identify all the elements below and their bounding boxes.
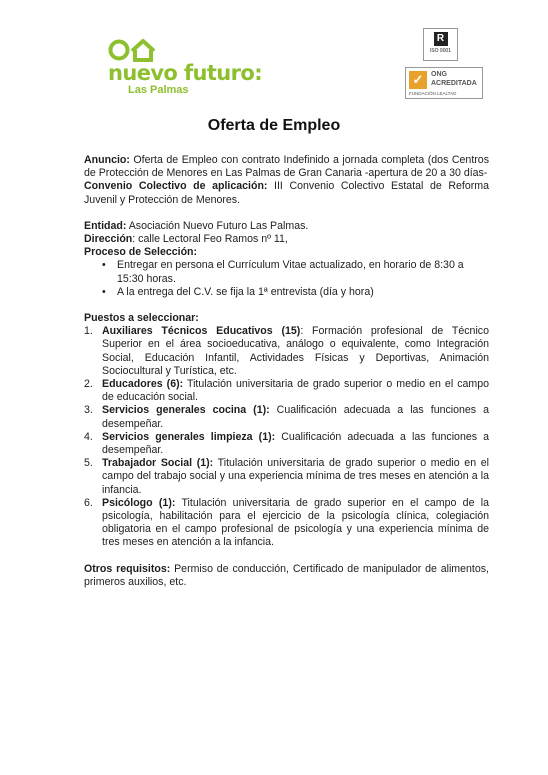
list-item: 2. Educadores (6): Titulación universitaria de grado superior o medio en el campo de educación social.: [84, 378, 490, 404]
list-item: • A la entrega del C.V. se fija la 1ª entrevista (día y hora): [84, 286, 489, 299]
anuncio-paragraph: [84, 154, 489, 180]
iso-certification-badge: [423, 28, 458, 61]
otros-text: Permiso de conducción, Certificado de manipulador de alimentos, primeros auxilios, etc.: [84, 562, 489, 588]
direccion-paragraph: [84, 233, 489, 246]
iso-label: ISO 9001: [429, 48, 452, 54]
entidad-label: Entidad:: [84, 219, 127, 232]
nuevo-futuro-logo: [108, 38, 263, 100]
brand-name: nuevo futuro:: [108, 61, 263, 85]
proceso-heading: Proceso de Selección:: [84, 246, 198, 259]
direccion-text: : calle Lectoral Feo Ramos nº 11,: [132, 233, 288, 246]
list-item: • Entregar en persona el Currículum Vitae actualizado, en horario de 8:30 a 15:30 horas.: [84, 259, 489, 285]
convenio-label: Convenio Colectivo de aplicación:: [84, 180, 268, 193]
ong-label: ONG: [431, 71, 447, 78]
puestos-heading: Puestos a seleccionar:: [84, 312, 199, 325]
page-title: Oferta de Empleo: [207, 117, 341, 134]
list-item: 3. Servicios generales cocina (1): Cualificación adecuada a las funciones a desempeñar.: [84, 404, 489, 430]
list-item: 5. Trabajador Social (1): Titulación universitaria de grado superior o medio en el campo del trabajo social y una experiencia mínima de tres meses en atención a la infancia.: [84, 457, 490, 496]
anuncio-text: Oferta de Empleo con contrato Indefinido a jornada completa (dos Centros de Protección de Menores en Las Palmas de Gran Canaria -apertura de 20 a 30 días-: [84, 154, 489, 180]
anuncio-label: Anuncio:: [84, 154, 130, 166]
list-item: 1. Auxiliares Técnicos Educativos (15): Formación profesional de Técnico Superior en el área socioeducativa, análogo o equivalente, como Integración Social, Educación Infantil, Actividades Físicas y Deportivas, Animación Sociocultural y Turística, etc.: [84, 325, 489, 377]
convenio-paragraph: [84, 180, 489, 206]
ong-accredited-label: ACREDITADA: [431, 80, 477, 87]
ong-accreditation-badge: [405, 67, 483, 99]
otros-paragraph: [84, 563, 489, 589]
otros-label: Otros requisitos:: [84, 562, 171, 575]
check-icon: ✓: [409, 71, 427, 89]
direccion-label: Dirección: [84, 233, 133, 246]
list-item: 4. Servicios generales limpieza (1): Cualificación adecuada a las funciones a desempeñar.: [84, 430, 490, 457]
list-item: 6. Psicólogo (1): Titulación universitaria de grado superior en el campo de la psicología, habilitación para el ejercicio de la psicología clínica, colegiación obligatoria en el campo profesional de psicología y una experiencia mínima de tres meses en atención a la infancia.: [84, 496, 489, 549]
certification-mark-icon: R: [434, 32, 448, 46]
ong-foundation-label: FUNDACIÓN LEALTAD: [409, 91, 457, 96]
entidad-paragraph: [84, 220, 489, 233]
job-offer-body: [84, 154, 489, 589]
brand-subtitle: Las Palmas: [128, 84, 189, 96]
convenio-text: III Convenio Colectivo Estatal de Reforma Juvenil y Protección de Menores.: [84, 180, 489, 206]
house-circle-icon: [108, 38, 158, 62]
entidad-text: Asociación Nuevo Futuro Las Palmas.: [126, 219, 309, 232]
proceso-list: [84, 259, 489, 299]
puestos-list: [84, 325, 489, 549]
